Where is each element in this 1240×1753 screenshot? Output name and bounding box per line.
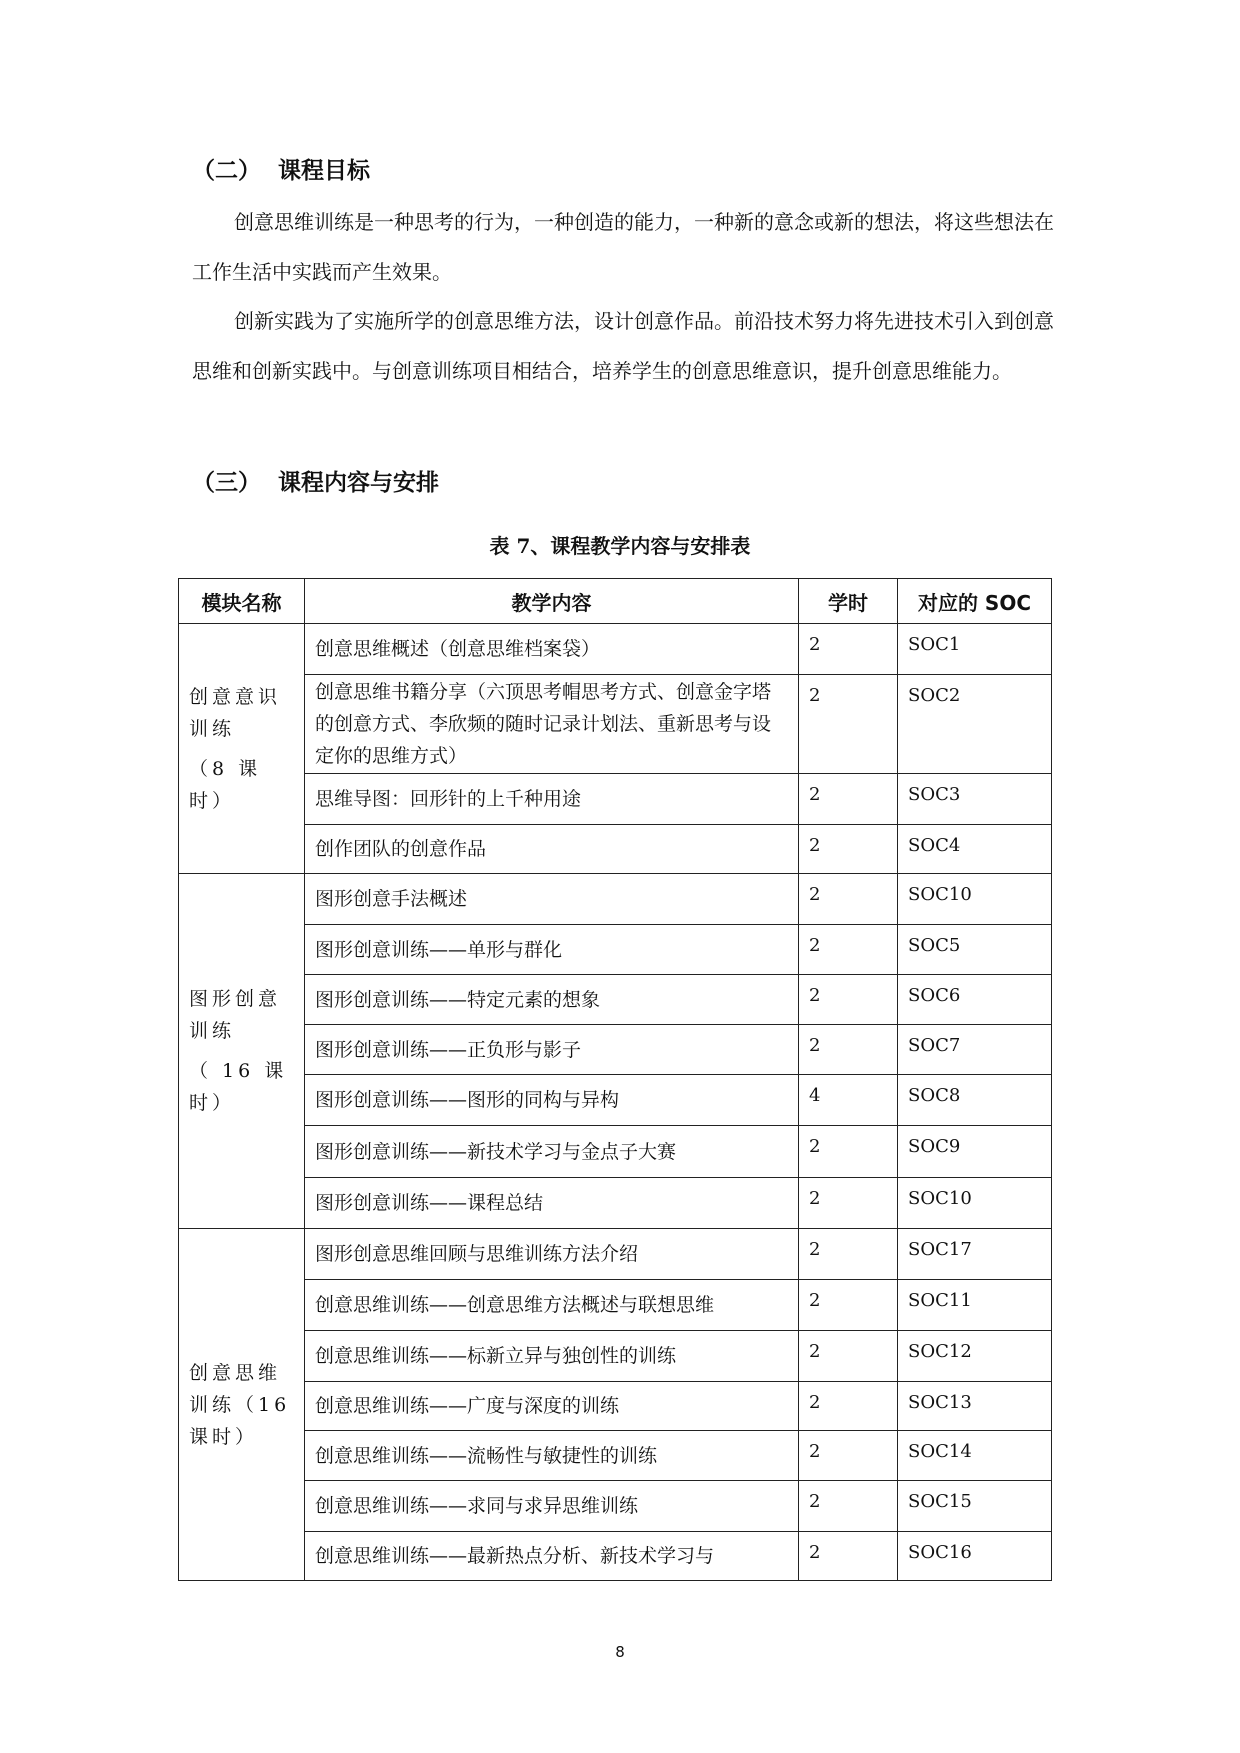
content-cell: 创意思维训练——最新热点分析、新技术学习与 bbox=[305, 1532, 799, 1581]
hours-cell: 2 bbox=[799, 624, 898, 675]
hours-cell: 2 bbox=[799, 1431, 898, 1481]
table-row bbox=[179, 624, 1052, 675]
content-cell: 图形创意训练——正负形与影子 bbox=[305, 1025, 799, 1075]
content-cell: 创意思维训练——流畅性与敏捷性的训练 bbox=[305, 1431, 799, 1481]
content-cell: 图形创意训练——课程总结 bbox=[305, 1178, 799, 1229]
module-cell bbox=[179, 1229, 305, 1581]
paragraph-text: 创意思维训练是一种思考的行为，一种创造的能力，一种新的意念或新的想法，将这些想法在工作生活中实践而产生效果。 bbox=[192, 210, 1054, 284]
soc-cell: SOC1 bbox=[898, 624, 1052, 675]
paragraph bbox=[192, 297, 1062, 396]
section-number: （二） bbox=[192, 158, 261, 184]
soc-cell: SOC3 bbox=[898, 774, 1052, 825]
module-hours: （8 课时） bbox=[189, 757, 262, 812]
soc-cell: SOC17 bbox=[898, 1229, 1052, 1280]
content-cell: 创意思维训练——创意思维方法概述与联想思维 bbox=[305, 1280, 799, 1331]
soc-cell: SOC4 bbox=[898, 825, 1052, 874]
hours-cell: 4 bbox=[799, 1075, 898, 1126]
soc-cell: SOC7 bbox=[898, 1025, 1052, 1075]
table-row bbox=[179, 825, 1052, 874]
content-cell: 创意思维训练——标新立异与独创性的训练 bbox=[305, 1331, 799, 1382]
table-row bbox=[179, 975, 1052, 1025]
section-title: 课程内容与安排 bbox=[278, 470, 439, 496]
page-number: 8 bbox=[615, 1643, 625, 1661]
table-row bbox=[179, 1178, 1052, 1229]
soc-cell: SOC12 bbox=[898, 1331, 1052, 1382]
section-heading-content bbox=[192, 464, 439, 497]
hours-cell: 2 bbox=[799, 825, 898, 874]
header-module: 模块名称 bbox=[179, 579, 305, 624]
hours-cell: 2 bbox=[799, 1382, 898, 1431]
hours-cell: 2 bbox=[799, 925, 898, 975]
hours-cell: 2 bbox=[799, 975, 898, 1025]
content-cell: 图形创意思维回顾与思维训练方法介绍 bbox=[305, 1229, 799, 1280]
hours-cell: 2 bbox=[799, 1280, 898, 1331]
table-row bbox=[179, 1126, 1052, 1178]
hours-cell: 2 bbox=[799, 1178, 898, 1229]
soc-cell: SOC13 bbox=[898, 1382, 1052, 1431]
soc-cell: SOC9 bbox=[898, 1126, 1052, 1178]
table-row bbox=[179, 675, 1052, 774]
module-name: 图形创意训练 bbox=[189, 988, 282, 1042]
section-number: （三） bbox=[192, 470, 261, 496]
header-soc: 对应的 SOC bbox=[898, 579, 1052, 624]
hours-cell: 2 bbox=[799, 1481, 898, 1532]
soc-cell: SOC16 bbox=[898, 1532, 1052, 1581]
section-title: 课程目标 bbox=[278, 158, 370, 184]
hours-cell: 2 bbox=[799, 1331, 898, 1382]
soc-cell: SOC8 bbox=[898, 1075, 1052, 1126]
paragraph-text: 创新实践为了实施所学的创意思维方法，设计创意作品。前沿技术努力将先进技术引入到创意思维和创新实践中。与创意训练项目相结合，培养学生的创意思维意识，提升创意思维能力。 bbox=[192, 309, 1054, 383]
content-cell: 创意思维训练——求同与求异思维训练 bbox=[305, 1481, 799, 1532]
header-hours: 学时 bbox=[799, 579, 898, 624]
table-row bbox=[179, 1229, 1052, 1280]
content-cell: 创作团队的创意作品 bbox=[305, 825, 799, 874]
module-cell bbox=[179, 624, 305, 874]
paragraph bbox=[192, 198, 1062, 297]
table-row bbox=[179, 1025, 1052, 1075]
table-row bbox=[179, 774, 1052, 825]
soc-cell: SOC14 bbox=[898, 1431, 1052, 1481]
content-cell: 创意思维概述（创意思维档案袋） bbox=[305, 624, 799, 675]
module-hours: （ 16 课时） bbox=[189, 1060, 288, 1114]
table-row bbox=[179, 1382, 1052, 1431]
soc-cell: SOC5 bbox=[898, 925, 1052, 975]
hours-cell: 2 bbox=[799, 1532, 898, 1581]
soc-cell: SOC10 bbox=[898, 1178, 1052, 1229]
content-cell: 图形创意训练——新技术学习与金点子大赛 bbox=[305, 1126, 799, 1178]
table-header-row bbox=[179, 579, 1052, 624]
module-name: 创意意识训练 bbox=[189, 685, 282, 740]
hours-cell: 2 bbox=[799, 874, 898, 925]
hours-cell: 2 bbox=[799, 675, 898, 774]
table-row bbox=[179, 1331, 1052, 1382]
content-cell: 创意思维书籍分享（六顶思考帽思考方式、创意金字塔的创意方式、李欣频的随时记录计划法、重新思考与设定你的思维方式） bbox=[305, 675, 799, 774]
content-cell: 图形创意训练——特定元素的想象 bbox=[305, 975, 799, 1025]
soc-cell: SOC6 bbox=[898, 975, 1052, 1025]
content-cell: 创意思维训练——广度与深度的训练 bbox=[305, 1382, 799, 1431]
hours-cell: 2 bbox=[799, 1025, 898, 1075]
soc-cell: SOC11 bbox=[898, 1280, 1052, 1331]
soc-cell: SOC10 bbox=[898, 874, 1052, 925]
hours-cell: 2 bbox=[799, 1229, 898, 1280]
table-row bbox=[179, 1280, 1052, 1331]
table-row bbox=[179, 1075, 1052, 1126]
table-row bbox=[179, 874, 1052, 925]
module-cell bbox=[179, 874, 305, 1229]
hours-cell: 2 bbox=[799, 774, 898, 825]
module-name: 创意思维训练（16 课时） bbox=[189, 1361, 291, 1448]
hours-cell: 2 bbox=[799, 1126, 898, 1178]
table-row bbox=[179, 1532, 1052, 1581]
table-caption: 表 7、课程教学内容与安排表 bbox=[489, 534, 751, 558]
content-cell: 图形创意手法概述 bbox=[305, 874, 799, 925]
soc-cell: SOC15 bbox=[898, 1481, 1052, 1532]
section-heading-goals bbox=[192, 152, 370, 185]
table-row bbox=[179, 925, 1052, 975]
content-cell: 图形创意训练——单形与群化 bbox=[305, 925, 799, 975]
table-row bbox=[179, 1481, 1052, 1532]
content-cell: 思维导图：回形针的上千种用途 bbox=[305, 774, 799, 825]
soc-cell: SOC2 bbox=[898, 675, 1052, 774]
table-row bbox=[179, 1431, 1052, 1481]
content-cell: 图形创意训练——图形的同构与异构 bbox=[305, 1075, 799, 1126]
course-schedule-table bbox=[178, 578, 1052, 1581]
header-content: 教学内容 bbox=[305, 579, 799, 624]
